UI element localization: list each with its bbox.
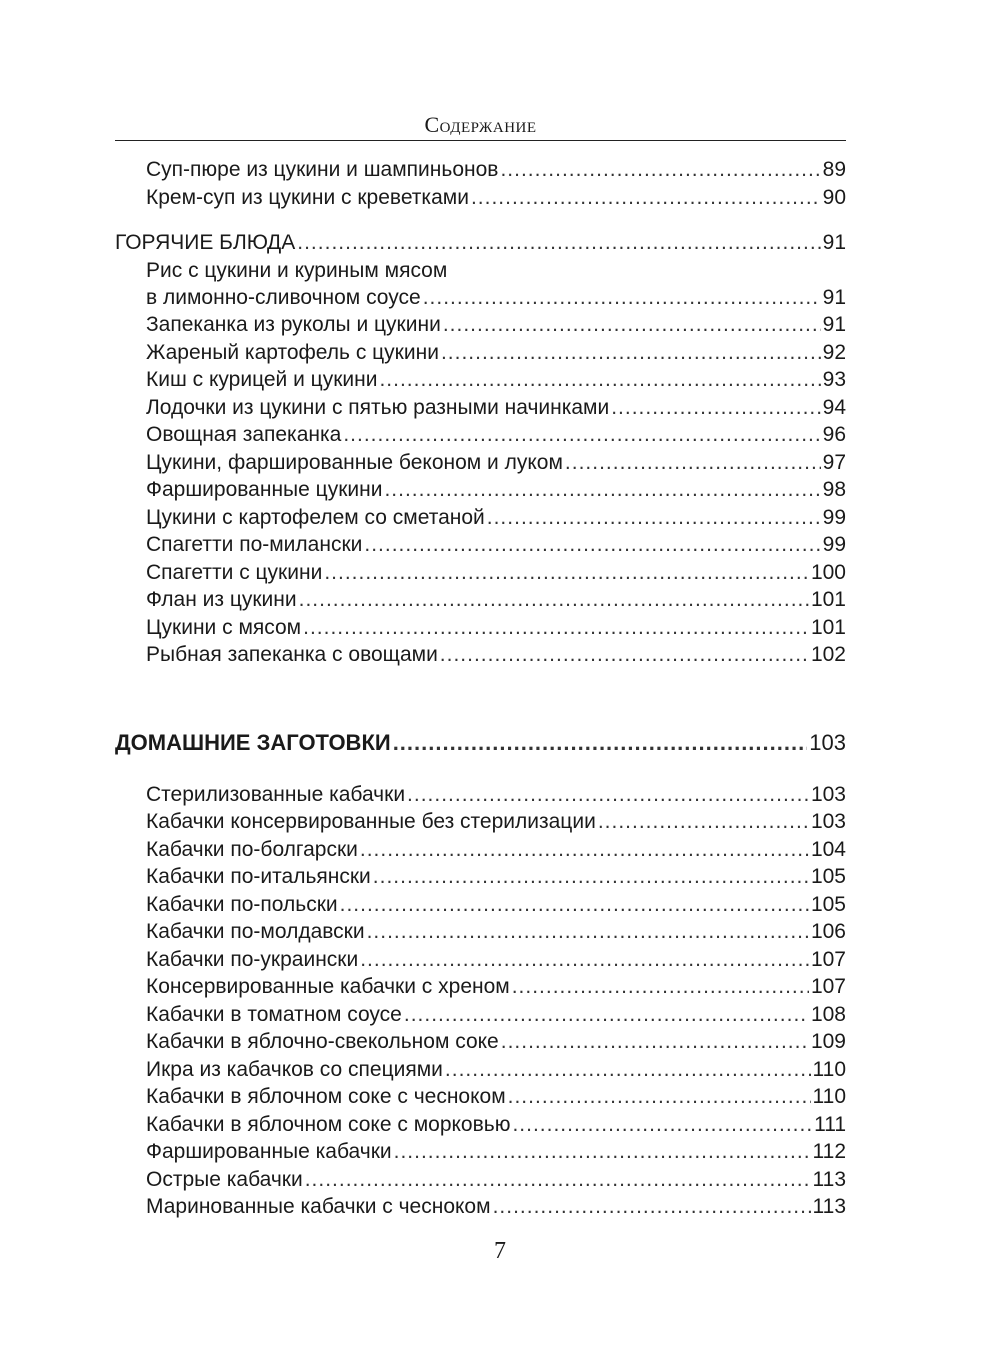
toc-entry-title: Спагетти с цукини bbox=[146, 561, 323, 584]
toc-entry-title: Цукини с мясом bbox=[146, 616, 302, 639]
toc-entry[interactable] bbox=[146, 947, 846, 973]
toc-leader-dots bbox=[512, 1112, 812, 1138]
toc-entry-title: Кабачки по-польски bbox=[146, 893, 338, 916]
toc-leader-dots bbox=[508, 1084, 811, 1110]
toc-entry-title: Фаршированные цукини bbox=[146, 478, 383, 501]
toc-leader-dots bbox=[373, 864, 809, 890]
toc-entry[interactable] bbox=[146, 864, 846, 890]
toc-entry-title: Кабачки в яблочном соке с морковью bbox=[146, 1113, 511, 1136]
toc-entry[interactable] bbox=[146, 532, 846, 558]
toc-entry-title: Запеканка из руколы и цукини bbox=[146, 313, 441, 336]
toc-leader-dots bbox=[360, 947, 809, 973]
toc-entry-page: 113 bbox=[812, 1168, 846, 1191]
toc-entry-page: 106 bbox=[810, 920, 846, 943]
toc-entry-title: Цукини с картофелем со сметаной bbox=[146, 506, 485, 529]
toc-leader-dots bbox=[487, 505, 821, 531]
toc-entry-page: 108 bbox=[810, 1003, 846, 1026]
toc-leader-dots bbox=[303, 615, 809, 641]
toc-entry-title: Суп-пюре из цукини и шампиньонов bbox=[146, 158, 499, 181]
toc-leader-dots bbox=[324, 560, 809, 586]
toc-leader-dots bbox=[340, 892, 809, 918]
toc-entry-title: Жареный картофель с цукини bbox=[146, 341, 439, 364]
toc-entry-title: Кабачки по-болгарски bbox=[146, 838, 358, 861]
toc-entry-title: Фаршированные кабачки bbox=[146, 1140, 392, 1163]
toc-entry[interactable] bbox=[146, 367, 846, 393]
toc-section-title: ГОРЯЧИЕ БЛЮДА bbox=[115, 231, 296, 254]
toc-entry-title: Кабачки по-украински bbox=[146, 948, 359, 971]
toc-leader-dots bbox=[364, 532, 820, 558]
toc-entry[interactable] bbox=[146, 422, 846, 448]
toc-leader-dots bbox=[565, 450, 821, 476]
toc-leader-dots bbox=[443, 312, 821, 338]
toc-leader-dots bbox=[501, 1029, 809, 1055]
toc-entry[interactable] bbox=[146, 642, 846, 668]
toc-entry[interactable] bbox=[146, 395, 846, 421]
toc-entry[interactable] bbox=[146, 837, 846, 863]
toc-leader-dots bbox=[367, 919, 809, 945]
toc-entry-page: 110 bbox=[812, 1085, 846, 1108]
toc-entry-title: Спагетти по-милански bbox=[146, 533, 363, 556]
toc-leader-dots bbox=[297, 230, 820, 256]
header-divider bbox=[115, 140, 846, 141]
toc-entry-title: Флан из цукини bbox=[146, 588, 297, 611]
toc-leader-dots bbox=[394, 1139, 811, 1165]
toc-entry-page: 111 bbox=[814, 1113, 846, 1136]
toc-leader-dots bbox=[423, 285, 821, 311]
toc-entry-title: Консервированные кабачки с хреном bbox=[146, 975, 510, 998]
toc-leader-dots bbox=[598, 809, 809, 835]
toc-leader-dots bbox=[441, 340, 821, 366]
toc-entry[interactable] bbox=[146, 477, 846, 503]
toc-entry[interactable] bbox=[146, 892, 846, 918]
toc-section-page: 103 bbox=[809, 730, 846, 755]
toc-entry-page: 110 bbox=[812, 1058, 846, 1081]
toc-entry-page: 102 bbox=[810, 643, 846, 666]
toc-entry-title: Рыбная запеканка с овощами bbox=[146, 643, 438, 666]
toc-entry-page: 99 bbox=[822, 506, 846, 529]
toc-entry[interactable] bbox=[146, 560, 846, 586]
toc-entry[interactable] bbox=[146, 587, 846, 613]
toc-leader-dots bbox=[393, 730, 808, 756]
toc-leader-dots bbox=[305, 1167, 811, 1193]
page-number: 7 bbox=[494, 1238, 506, 1264]
toc-entry[interactable] bbox=[146, 340, 846, 366]
toc-entry[interactable] bbox=[146, 1139, 846, 1165]
toc-entry[interactable] bbox=[146, 1057, 846, 1083]
toc-entry-page: 100 bbox=[810, 561, 846, 584]
toc-leader-dots bbox=[500, 157, 820, 183]
toc-entry[interactable] bbox=[146, 1084, 846, 1110]
toc-leader-dots bbox=[343, 422, 820, 448]
toc-entry-page: 113 bbox=[812, 1195, 846, 1218]
toc-entry-page: 107 bbox=[810, 975, 846, 998]
toc-entry-title: Крем-суп из цукини с креветками bbox=[146, 186, 469, 209]
toc-entry-title: Стерилизованные кабачки bbox=[146, 783, 406, 806]
toc-entry[interactable] bbox=[146, 809, 846, 835]
toc-leader-dots bbox=[299, 587, 809, 613]
toc-entry[interactable] bbox=[146, 1167, 846, 1193]
toc-entry-page: 91 bbox=[822, 286, 846, 309]
toc-entry[interactable] bbox=[146, 1194, 846, 1220]
toc-entry[interactable] bbox=[146, 1029, 846, 1055]
toc-leader-dots bbox=[360, 837, 809, 863]
toc-entry-page: 96 bbox=[822, 423, 846, 446]
toc-leader-dots bbox=[404, 1002, 809, 1028]
toc-entry-title: Лодочки из цукини с пятью разными начинками bbox=[146, 396, 610, 419]
toc-entry-page: 89 bbox=[822, 158, 846, 181]
toc-entry-page: 99 bbox=[822, 533, 846, 556]
toc-leader-dots bbox=[611, 395, 820, 421]
toc-leader-dots bbox=[407, 782, 809, 808]
toc-entry-title: Цукини, фаршированные беконом и луком bbox=[146, 451, 563, 474]
toc-entry[interactable] bbox=[146, 157, 846, 183]
toc-entry[interactable] bbox=[146, 782, 846, 808]
toc-entry-title: Овощная запеканка bbox=[146, 423, 342, 446]
toc-entry-title: Кабачки в томатном соусе bbox=[146, 1003, 402, 1026]
toc-entry-page: 98 bbox=[822, 478, 846, 501]
toc-entry-title: Кабачки по-молдавски bbox=[146, 920, 365, 943]
toc-entry-page: 112 bbox=[812, 1140, 846, 1163]
toc-entry[interactable] bbox=[146, 450, 846, 476]
toc-leader-dots bbox=[384, 477, 820, 503]
toc-entry-page: 92 bbox=[822, 341, 846, 364]
toc-entry-page: 93 bbox=[822, 368, 846, 391]
toc-leader-dots bbox=[445, 1057, 811, 1083]
toc-entry[interactable] bbox=[146, 505, 846, 531]
toc-entry-page: 107 bbox=[810, 948, 846, 971]
toc-leader-dots bbox=[493, 1194, 811, 1220]
toc-entry-page: 105 bbox=[810, 893, 846, 916]
toc-leader-dots bbox=[379, 367, 820, 393]
toc-entry-page: 109 bbox=[810, 1030, 846, 1053]
toc-section-preserves[interactable] bbox=[115, 730, 846, 756]
toc-entry-title: Кабачки в яблочном соке с чесноком bbox=[146, 1085, 506, 1108]
toc-entry-page: 103 bbox=[810, 783, 846, 806]
toc-entry-page: 101 bbox=[810, 616, 846, 639]
toc-entry-title-line2: в лимонно-сливочном соусе bbox=[146, 286, 421, 309]
toc-entry-title: Острые кабачки bbox=[146, 1168, 303, 1191]
page-header-title: Содержание bbox=[424, 112, 537, 137]
toc-entry[interactable] bbox=[146, 615, 846, 641]
toc-entry-title: Кабачки консервированные без стерилизации bbox=[146, 810, 596, 833]
toc-entry-page: 90 bbox=[822, 186, 846, 209]
toc-entry[interactable] bbox=[146, 919, 846, 945]
toc-section-hot-dishes[interactable] bbox=[115, 230, 846, 256]
toc-entry[interactable] bbox=[146, 974, 846, 1000]
toc-entry-page: 101 bbox=[810, 588, 846, 611]
toc-entry-page: 103 bbox=[810, 810, 846, 833]
toc-leader-dots bbox=[512, 974, 809, 1000]
toc-entry[interactable] bbox=[146, 312, 846, 338]
toc-entry-title: Кабачки по-итальянски bbox=[146, 865, 371, 888]
toc-entry[interactable] bbox=[146, 285, 846, 311]
toc-section-title: ДОМАШНИЕ ЗАГОТОВКИ bbox=[115, 730, 391, 755]
toc-entry[interactable] bbox=[146, 185, 846, 211]
toc-leader-dots bbox=[440, 642, 809, 668]
toc-entry-title: Киш с курицей и цукини bbox=[146, 368, 378, 391]
toc-entry[interactable] bbox=[146, 1002, 846, 1028]
toc-entry[interactable] bbox=[146, 1112, 846, 1138]
toc-entry-title: Маринованные кабачки с чесноком bbox=[146, 1195, 491, 1218]
toc-entry-title-line1[interactable]: Рис с цукини и куриным мясом bbox=[146, 259, 448, 282]
toc-entry-title: Икра из кабачков со специями bbox=[146, 1058, 443, 1081]
toc-entry-page: 97 bbox=[822, 451, 846, 474]
toc-entry-title: Кабачки в яблочно-свекольном соке bbox=[146, 1030, 499, 1053]
toc-entry-page: 91 bbox=[822, 313, 846, 336]
toc-entry-page: 105 bbox=[810, 865, 846, 888]
toc-section-page: 91 bbox=[822, 231, 846, 254]
toc-leader-dots bbox=[471, 185, 821, 211]
toc-entry-page: 104 bbox=[810, 838, 846, 861]
toc-entry-page: 94 bbox=[822, 396, 846, 419]
